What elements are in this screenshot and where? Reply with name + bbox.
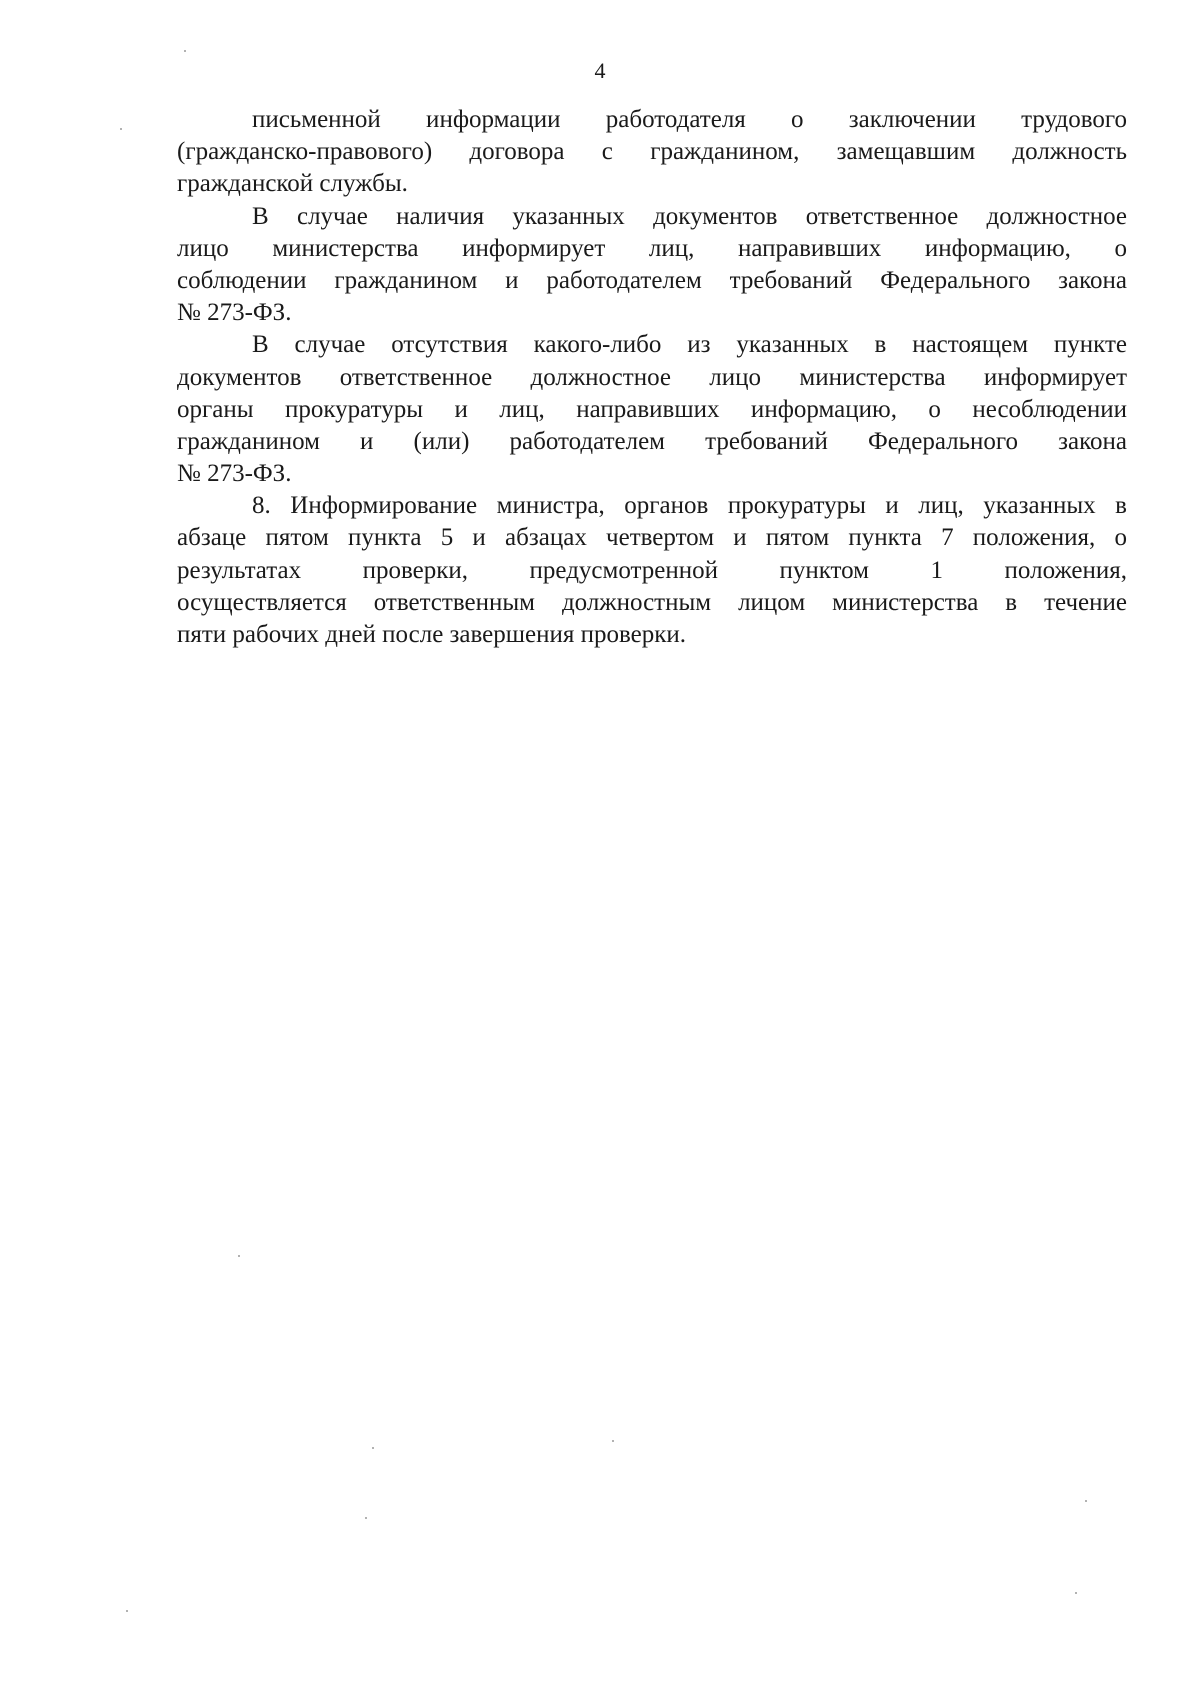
paragraph-item-8 — [177, 490, 1127, 651]
text-line: письменной информации работодателя о заключении трудового — [252, 106, 1127, 133]
text-line: органы прокуратуры и лиц, направивших информацию, о несоблюдении — [177, 395, 1127, 423]
scan-speck — [126, 1610, 128, 1612]
text-line: В случае наличия указанных документов ответственное должностное — [252, 202, 1127, 230]
text-line: пяти рабочих дней после завершения проверки. — [177, 621, 687, 648]
text-line: гражданской службы. — [177, 170, 408, 198]
scan-speck — [365, 1517, 367, 1519]
text-line: № 273-ФЗ. — [177, 460, 292, 488]
text-line: соблюдении гражданином и работодателем требований Федерального закона — [177, 266, 1127, 294]
text-line: абзаце пятом пункта 5 и абзацах четвертом и пятом пункта 7 положения, о — [177, 524, 1127, 552]
text-line: № 273-ФЗ. — [177, 299, 292, 327]
paragraph-documents-absent — [177, 329, 1127, 490]
text-line: 8. Информирование министра, органов прокуратуры и лиц, указанных в — [252, 492, 1127, 520]
text-line: В случае отсутствия какого-либо из указанных в настоящем пункте — [252, 331, 1127, 359]
text-line: лицо министерства информирует лиц, направивших информацию, о — [177, 234, 1127, 262]
scan-speck — [120, 128, 122, 130]
scan-speck — [372, 1447, 374, 1449]
text-line: документов ответственное должностное лицо министерства информирует — [177, 363, 1127, 391]
paragraph-continuation — [177, 104, 1127, 201]
page-number: 4 — [594, 58, 606, 83]
text-line: осуществляется ответственным должностным лицом министерства в течение — [177, 588, 1127, 616]
scan-speck — [1075, 1592, 1077, 1594]
scan-speck — [238, 1255, 240, 1257]
scan-speck — [612, 1440, 614, 1442]
document-body — [177, 104, 1127, 651]
text-line: (гражданско-правового) договора с гражданином, замещавшим должность — [177, 138, 1127, 166]
scan-speck — [1085, 1500, 1087, 1502]
paragraph-documents-present — [177, 201, 1127, 330]
text-line: гражданином и (или) работодателем требований Федерального закона — [177, 427, 1127, 455]
scan-speck — [184, 50, 186, 52]
text-line: результатах проверки, предусмотренной пунктом 1 положения, — [177, 556, 1127, 584]
